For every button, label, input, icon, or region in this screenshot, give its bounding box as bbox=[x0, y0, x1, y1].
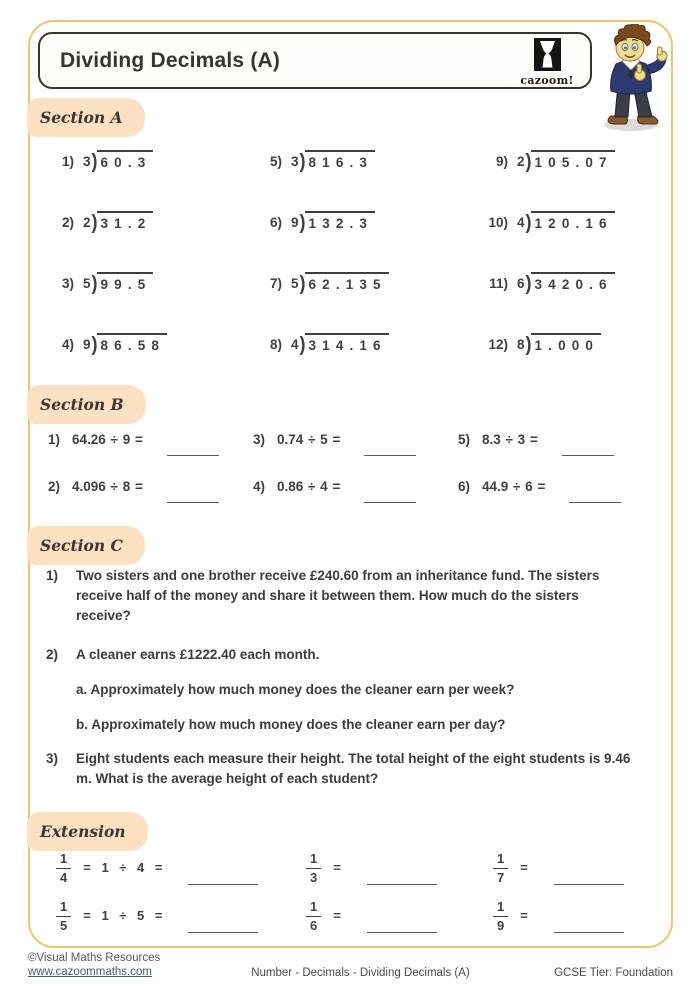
division-problem-2: 2) 2 ) 3 1 . 2 bbox=[48, 211, 256, 272]
section-c-questions bbox=[46, 566, 646, 808]
division-bracket bbox=[526, 150, 532, 171]
cazoom-website-link[interactable]: www.cazoommaths.com bbox=[28, 966, 152, 978]
section-b-problems bbox=[40, 432, 660, 526]
answer-line[interactable] bbox=[364, 479, 416, 503]
footer-tier: GCSE Tier: Foundation bbox=[554, 967, 673, 979]
answer-line[interactable] bbox=[367, 900, 437, 933]
division-problem-12: 12) 8 ) 1 . 0 0 0 bbox=[482, 333, 648, 394]
copyright-text: ©Visual Maths Resources bbox=[28, 952, 161, 964]
answer-line[interactable] bbox=[167, 479, 219, 503]
answer-line[interactable] bbox=[554, 900, 624, 933]
fraction: $\frac{1}{6}$ bbox=[306, 900, 321, 934]
answer-line[interactable] bbox=[569, 479, 621, 503]
division-problem-7: 7) 5 ) 6 2 . 1 3 5 bbox=[256, 272, 482, 333]
quotient-problem-3: 3) 0.74 ÷ 5 = bbox=[245, 432, 450, 479]
division-bracket bbox=[300, 272, 306, 293]
answer-line[interactable] bbox=[167, 432, 219, 456]
quotient-problem-1: 1) 64.26 ÷ 9 = bbox=[40, 432, 245, 479]
page-title: Dividing Decimals (A) bbox=[60, 48, 281, 72]
fraction-problem-1-3: $\frac{1}{3}$ = bbox=[306, 852, 493, 900]
footer-topic: Number - Decimals - Dividing Decimals (A) bbox=[251, 967, 470, 979]
quotient-problem-5: 5) 8.3 ÷ 3 = bbox=[450, 432, 650, 479]
section-a-problems bbox=[48, 150, 648, 394]
answer-line[interactable] bbox=[562, 432, 614, 456]
fraction: $\frac{1}{9}$ bbox=[493, 900, 508, 934]
fraction-problem-1-5: $\frac{1}{5}$ = 1 ÷ 5 = bbox=[56, 900, 306, 948]
answer-line[interactable] bbox=[364, 432, 416, 456]
extension-label: Extension bbox=[27, 812, 148, 851]
word-problem-2b: b. Approximately how much money does the cleaner earn per day? bbox=[76, 717, 506, 732]
division-bracket bbox=[526, 333, 532, 354]
word-problem-2: 2) A cleaner earns £1222.40 each month. bbox=[46, 647, 320, 662]
cazoom-logo bbox=[516, 38, 578, 89]
cazoom-logo-text: cazoom! bbox=[520, 74, 574, 87]
division-bracket bbox=[300, 333, 306, 354]
division-problem-9: 9) 2 ) 1 0 5 . 0 7 bbox=[482, 150, 648, 211]
fraction-problem-1-9: $\frac{1}{9}$ = bbox=[493, 900, 656, 948]
fraction-problem-1-6: $\frac{1}{6}$ = bbox=[306, 900, 493, 948]
fraction: $\frac{1}{4}$ bbox=[56, 852, 71, 886]
section-c-label: Section C bbox=[27, 526, 145, 565]
fraction: $\frac{1}{7}$ bbox=[493, 852, 508, 886]
quotient-problem-2: 2) 4.096 ÷ 8 = bbox=[40, 479, 245, 526]
division-problem-8: 8) 4 ) 3 1 4 . 1 6 bbox=[256, 333, 482, 394]
division-problem-6: 6) 9 ) 1 3 2 . 3 bbox=[256, 211, 482, 272]
division-bracket bbox=[300, 150, 306, 171]
word-problem-1: 1) Two sisters and one brother receive £240.60 from an inheritance fund. The sisters receive half of the money and share it between them. How much do the sisters receive? bbox=[46, 568, 600, 623]
cazoom-logo-icon bbox=[534, 38, 561, 71]
section-a-label: Section A bbox=[27, 98, 145, 137]
fraction: $\frac{1}{3}$ bbox=[306, 852, 321, 886]
answer-line[interactable] bbox=[367, 852, 437, 885]
division-problem-11: 11) 6 ) 3 4 2 0 . 6 bbox=[482, 272, 648, 333]
fraction: $\frac{1}{5}$ bbox=[56, 900, 71, 934]
division-bracket bbox=[92, 211, 98, 232]
division-bracket bbox=[92, 333, 98, 354]
mascot-boy-illustration bbox=[594, 24, 670, 134]
fraction-problem-1-7: $\frac{1}{7}$ = bbox=[493, 852, 656, 900]
extension-problems bbox=[56, 852, 656, 948]
division-bracket bbox=[300, 211, 306, 232]
division-problem-4: 4) 9 ) 8 6 . 5 8 bbox=[48, 333, 256, 394]
word-problem-2a: a. Approximately how much money does the cleaner earn per week? bbox=[76, 682, 515, 697]
division-bracket bbox=[92, 150, 98, 171]
answer-line[interactable] bbox=[188, 900, 258, 933]
division-problem-10: 10) 4 ) 1 2 0 . 1 6 bbox=[482, 211, 648, 272]
division-problem-3: 3) 5 ) 9 9 . 5 bbox=[48, 272, 256, 333]
division-problem-5: 5) 3 ) 8 1 6 . 3 bbox=[256, 150, 482, 211]
division-bracket bbox=[526, 211, 532, 232]
footer-credits bbox=[28, 951, 198, 979]
answer-line[interactable] bbox=[554, 852, 624, 885]
fraction-problem-1-4: $\frac{1}{4}$ = 1 ÷ 4 = bbox=[56, 852, 306, 900]
section-b-label: Section B bbox=[27, 385, 146, 424]
title-box bbox=[38, 32, 592, 89]
division-bracket bbox=[92, 272, 98, 293]
division-bracket bbox=[526, 272, 532, 293]
word-problem-3: 3) Eight students each measure their height. The total height of the eight students is 9.46 m. What is the average height of each student? bbox=[46, 751, 631, 786]
division-problem-1: 1) 3 ) 6 0 . 3 bbox=[48, 150, 256, 211]
answer-line[interactable] bbox=[188, 852, 258, 885]
footer bbox=[28, 951, 673, 979]
quotient-problem-4: 4) 0.86 ÷ 4 = bbox=[245, 479, 450, 526]
quotient-problem-6: 6) 44.9 ÷ 6 = bbox=[450, 479, 650, 526]
